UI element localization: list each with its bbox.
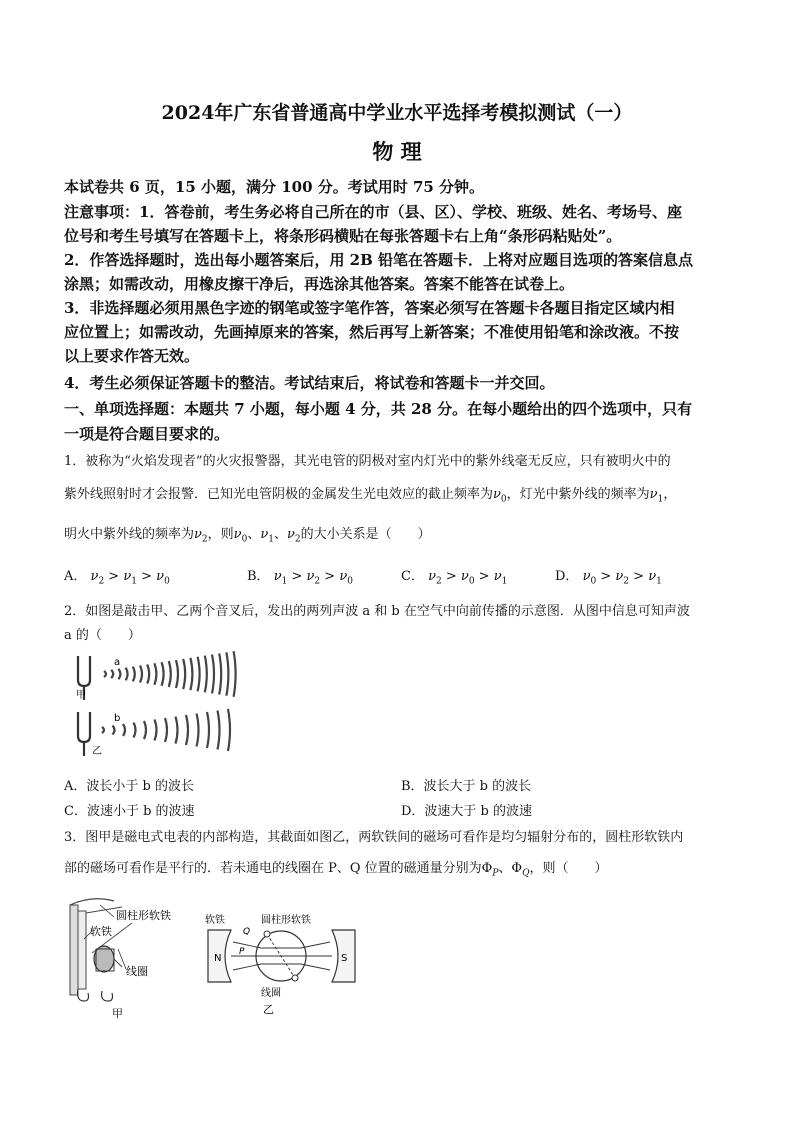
wave-front	[123, 724, 125, 736]
q1-option-b[interactable]: B． $\nu_1 > \nu_2 > \nu_0$	[247, 569, 353, 587]
wave-front	[134, 723, 136, 738]
tuning-fork-b-icon	[78, 712, 90, 756]
q1-option-a[interactable]: A． $\nu_2 > \nu_1 > \nu_0$	[64, 569, 170, 587]
q2-line2: a 的（ ）	[64, 628, 141, 643]
q2-line1: 2．如图是敲击甲、乙两个音叉后，发出的两列声波 a 和 b 在空气中向前传播的示意图．从图中信息可知声波	[64, 604, 690, 619]
wave-front	[147, 664, 149, 683]
figA-cyl-label: 圆柱形软铁	[116, 909, 171, 922]
wave-front	[198, 657, 200, 692]
notice-1a: 注意事项：1．答卷前，考生务必将自己所在的市（县、区）、学校、班级、姓名、考场号、座	[64, 203, 682, 221]
figB-N-label: N	[214, 953, 222, 964]
wave-front	[154, 663, 156, 684]
wave-front	[218, 711, 220, 750]
wave-front	[226, 652, 228, 695]
figB-soft-label: 软铁	[205, 915, 225, 926]
notice-2a: 2．作答选择题时，选出每小题答案后，用 2B 铅笔在答题卡．上将对应题目选项的答案信息点	[64, 251, 694, 269]
wave-front	[219, 653, 221, 694]
wave-front	[113, 726, 115, 735]
wave-front	[234, 651, 236, 697]
wave-front	[169, 661, 171, 687]
figA-caption: 甲	[112, 1007, 123, 1020]
fork-label-a: 甲	[76, 690, 86, 701]
wave-front	[205, 656, 207, 693]
wave-front	[133, 667, 135, 682]
wave-front	[176, 717, 178, 744]
q2-option-d[interactable]: D．波速大于 b 的波速	[401, 804, 533, 819]
wave-front	[144, 721, 146, 739]
q1-line2: 紫外线照射时才会报警．已知光电管阴极的金属发生光电效应的截止频率为$\nu_0$，灯光中紫外线的频率为$\nu_1$，	[64, 487, 677, 505]
wave-front	[155, 720, 157, 741]
subject-title: 物 理	[372, 139, 422, 164]
section-heading-line2: 一项是符合题目要求的。	[64, 425, 230, 443]
notice-3b: 应位置上；如需改动，先画掉原来的答案，然后再写上新答案；不准使用铅笔和涂改液。不按	[64, 323, 680, 341]
wave-label-b: b	[114, 713, 121, 724]
wave-b-fronts	[102, 709, 230, 751]
wave-front	[102, 727, 104, 733]
meter-structure-figure	[62, 893, 197, 1023]
q1-line3: 明火中紫外线的频率为$\nu_2$，则$\nu_0$、$\nu_1$、$\nu_2$的大小关系是（ ）	[64, 527, 431, 545]
figB-cyl-label: 圆柱形软铁	[261, 915, 311, 926]
wave-label-a: a	[114, 657, 121, 668]
q1-option-c[interactable]: C． $\nu_2 > \nu_0 > \nu_1$	[401, 569, 508, 587]
wave-front	[165, 718, 167, 742]
figB-Q-label: Q	[243, 927, 251, 937]
exam-intro: 本试卷共 6 页，15 小题，满分 100 分。考试用时 75 分钟。	[64, 178, 485, 196]
wave-front	[111, 670, 113, 678]
wave-front	[140, 666, 142, 683]
q2-option-c[interactable]: C．波速小于 b 的波速	[64, 804, 195, 819]
wave-front	[197, 714, 199, 747]
q2-option-a[interactable]: A．波长小于 b 的波长	[64, 779, 194, 794]
wave-front	[228, 709, 230, 751]
wave-front	[118, 669, 120, 679]
fork-label-b: 乙	[92, 746, 102, 757]
notice-3a: 3．非选择题必须用黑色字迹的钢笔或签字笔作答，答案必须写在答题卡各题目指定区域内相	[64, 299, 675, 317]
section-heading-line1: 一、单项选择题：本题共 7 小题，每小题 4 分，共 28 分。在每小题给出的四个选项中，只有	[64, 400, 693, 418]
wave-front	[126, 668, 128, 681]
wave-front	[190, 658, 192, 690]
figB-coil-label: 线圈	[261, 988, 281, 999]
q3-line2: 部的磁场可看作是平行的．若未通电的线圈在 P、Q 位置的磁通量分别为$\Phi_P$、$\Phi_Q$，则（ ）	[64, 861, 608, 879]
notice-3c: 以上要求作答无效。	[64, 347, 200, 365]
figB-P-label: P	[239, 947, 245, 957]
figA-coil-label: 线圈	[126, 965, 148, 978]
wave-a-fronts	[104, 651, 236, 697]
wave-front	[186, 715, 188, 745]
q3-line1: 3．图甲是磁电式电表的内部构造，其截面如图乙，两软铁间的磁场可看作是均匀辐射分布的，圆柱形软铁内	[64, 830, 684, 845]
wave-front	[104, 671, 106, 677]
field-section-figure	[205, 908, 360, 1020]
exam-title: 2024年广东省普通高中学业水平选择考模拟测试（一）	[161, 102, 633, 124]
wave-front	[212, 655, 214, 694]
q2-option-b[interactable]: B．波长大于 b 的波长	[401, 779, 532, 794]
figB-S-label: S	[341, 953, 348, 964]
figB-caption: 乙	[263, 1003, 274, 1016]
q1-line1: 1．被称为“火焰发现者”的火灾报警器，其光电管的阴极对室内灯光中的紫外线毫无反应，只有被明火中的	[64, 454, 671, 469]
wave-front	[162, 662, 164, 686]
notice-2b: 涂黑；如需改动，用橡皮擦干净后，再选涂其他答案。答案不能答在试卷上。	[64, 275, 575, 293]
figA-soft-label: 软铁	[90, 925, 112, 938]
wave-front	[207, 712, 209, 748]
notice-4: 4．考生必须保证答题卡的整洁。考试结束后，将试卷和答题卡一并交回。	[64, 374, 555, 392]
q1-option-d[interactable]: D． $\nu_0 > \nu_2 > \nu_1$	[555, 569, 662, 587]
notice-1b: 位号和考生号填写在答题卡上，将条形码横贴在每张答题卡右上角“条形码粘贴处”。	[64, 227, 622, 245]
wave-front	[183, 659, 185, 689]
wave-front	[176, 660, 178, 688]
sound-wave-figure	[70, 650, 240, 762]
